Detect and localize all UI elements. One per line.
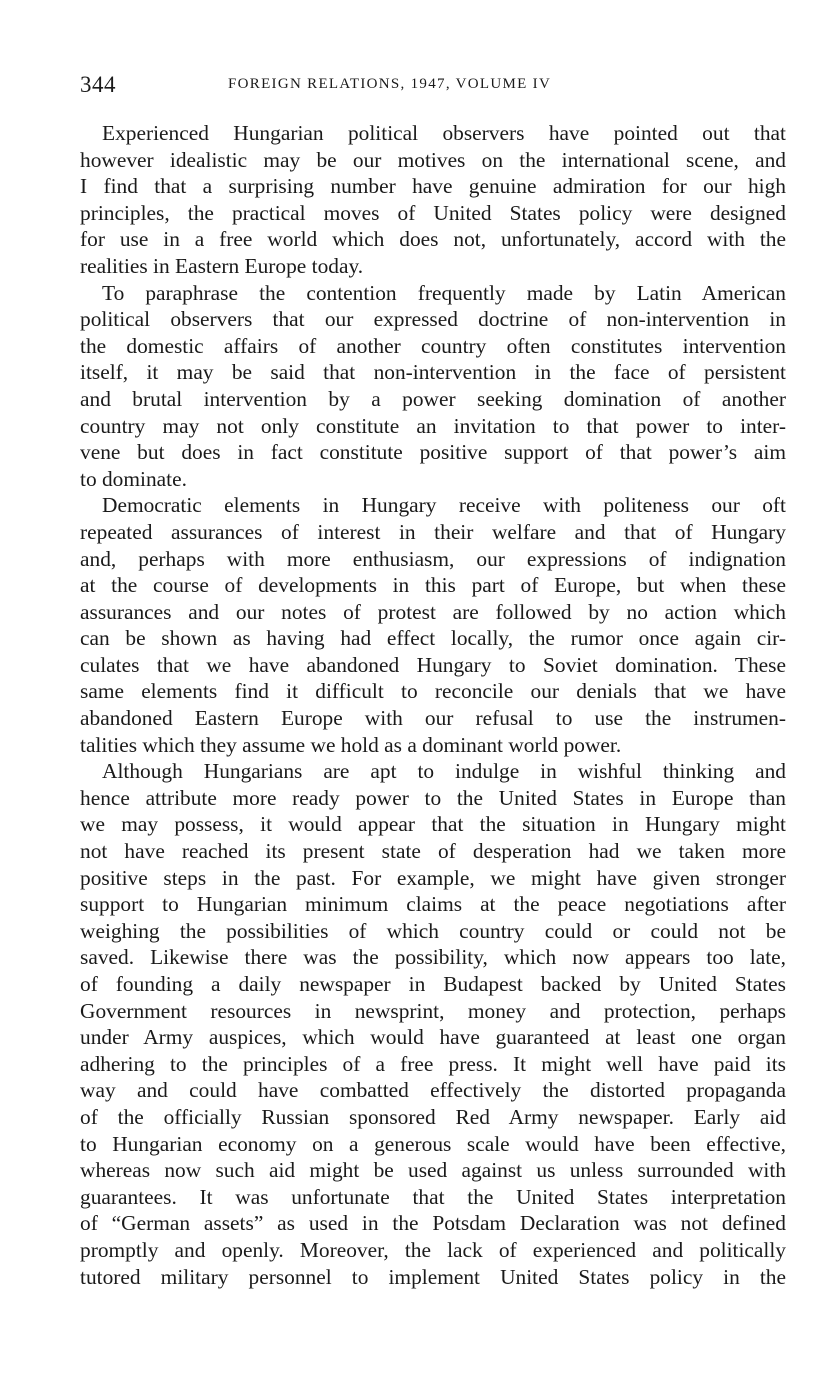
text-line: to Hungarian economy on a generous scale would have been effective, — [80, 1131, 786, 1156]
text-line: of founding a daily newspaper in Budapest backed by United States — [80, 972, 786, 996]
text-line: way and could have combatted effectively the distorted propaganda — [80, 1078, 786, 1103]
paragraph-4 — [80, 758, 786, 1290]
text-line: hence attribute more ready power to the United States in Europe than — [80, 785, 786, 810]
text-line: To paraphrase the contention frequently made by Latin American — [102, 280, 786, 305]
paragraph-2 — [80, 280, 786, 493]
text-line: itself, it may be said that non-intervention in the face of persistent — [80, 360, 786, 385]
text-line: at the course of developments in this part of Europe, but when these — [80, 573, 786, 598]
text-line: under Army auspices, which would have guaranteed at least one organ — [80, 1025, 786, 1050]
text-line: I find that a surprising number have genuine admiration for our high — [80, 174, 786, 199]
text-line: Experienced Hungarian political observers have pointed out that — [102, 121, 786, 145]
text-line: weighing the possibilities of which country could or could not be — [80, 918, 786, 943]
text-line: for use in a free world which does not, unfortunately, accord with the — [80, 227, 786, 252]
document-page — [80, 72, 786, 1290]
running-title: FOREIGN RELATIONS, 1947, VOLUME IV — [228, 76, 552, 92]
text-line: assurances and our notes of protest are followed by no action which — [80, 599, 786, 624]
text-line: and brutal intervention by a power seeking domination of another — [80, 386, 786, 411]
text-line: realities in Eastern Europe today. — [80, 253, 364, 278]
text-line: we may possess, it would appear that the situation in Hungary might — [80, 812, 786, 837]
text-line: the domestic affairs of another country often constitutes intervention — [80, 333, 786, 358]
text-line: positive steps in the past. For example, we might have given stronger — [80, 865, 786, 890]
body-text — [80, 120, 786, 1290]
text-line: talities which they assume we hold as a dominant world power. — [80, 732, 622, 757]
text-line: principles, the practical moves of United States policy were designed — [80, 200, 786, 225]
text-line: vene but does in fact constitute positive support of that power’s aim — [80, 440, 786, 465]
page-header — [80, 72, 786, 104]
page-number: 344 — [80, 72, 116, 97]
text-line: however idealistic may be our motives on the international scene, and — [80, 147, 786, 172]
text-line: tutored military personnel to implement United States policy in the — [80, 1264, 786, 1289]
text-line: culates that we have abandoned Hungary to Soviet domination. These — [80, 652, 786, 677]
text-line: of “German assets” as used in the Potsdam Declaration was not defined — [80, 1211, 786, 1236]
text-line: and, perhaps with more enthusiasm, our expressions of indignation — [80, 546, 786, 571]
text-line: guarantees. It was unfortunate that the United States interpretation — [80, 1184, 786, 1209]
paragraph-3 — [80, 492, 786, 758]
text-line: saved. Likewise there was the possibility, which now appears too late, — [80, 945, 786, 970]
text-line: country may not only constitute an invitation to that power to inter- — [80, 413, 786, 438]
text-line: repeated assurances of interest in their welfare and that of Hungary — [80, 519, 786, 544]
paragraph-1 — [80, 120, 786, 280]
text-line: support to Hungarian minimum claims at the peace negotiations after — [80, 892, 786, 917]
text-line: abandoned Eastern Europe with our refusal to use the instrumen- — [80, 706, 786, 731]
text-line: Government resources in newsprint, money and protection, perhaps — [80, 998, 786, 1023]
text-line: can be shown as having had effect locally, the rumor once again cir- — [80, 626, 786, 651]
text-line: whereas now such aid might be used against us unless surrounded with — [80, 1158, 786, 1183]
text-line: promptly and openly. Moreover, the lack of experienced and politically — [80, 1237, 786, 1262]
text-line: adhering to the principles of a free press. It might well have paid its — [80, 1051, 786, 1076]
text-line: political observers that our expressed doctrine of non-intervention in — [80, 307, 786, 332]
text-line: Although Hungarians are apt to indulge in wishful thinking and — [102, 759, 786, 784]
text-line: same elements find it difficult to reconcile our denials that we have — [80, 679, 786, 704]
text-line: to dominate. — [80, 466, 187, 491]
text-line: of the officially Russian sponsored Red Army newspaper. Early aid — [80, 1104, 786, 1129]
text-line: not have reached its present state of desperation had we taken more — [80, 839, 786, 864]
text-line: Democratic elements in Hungary receive with politeness our oft — [102, 493, 786, 518]
